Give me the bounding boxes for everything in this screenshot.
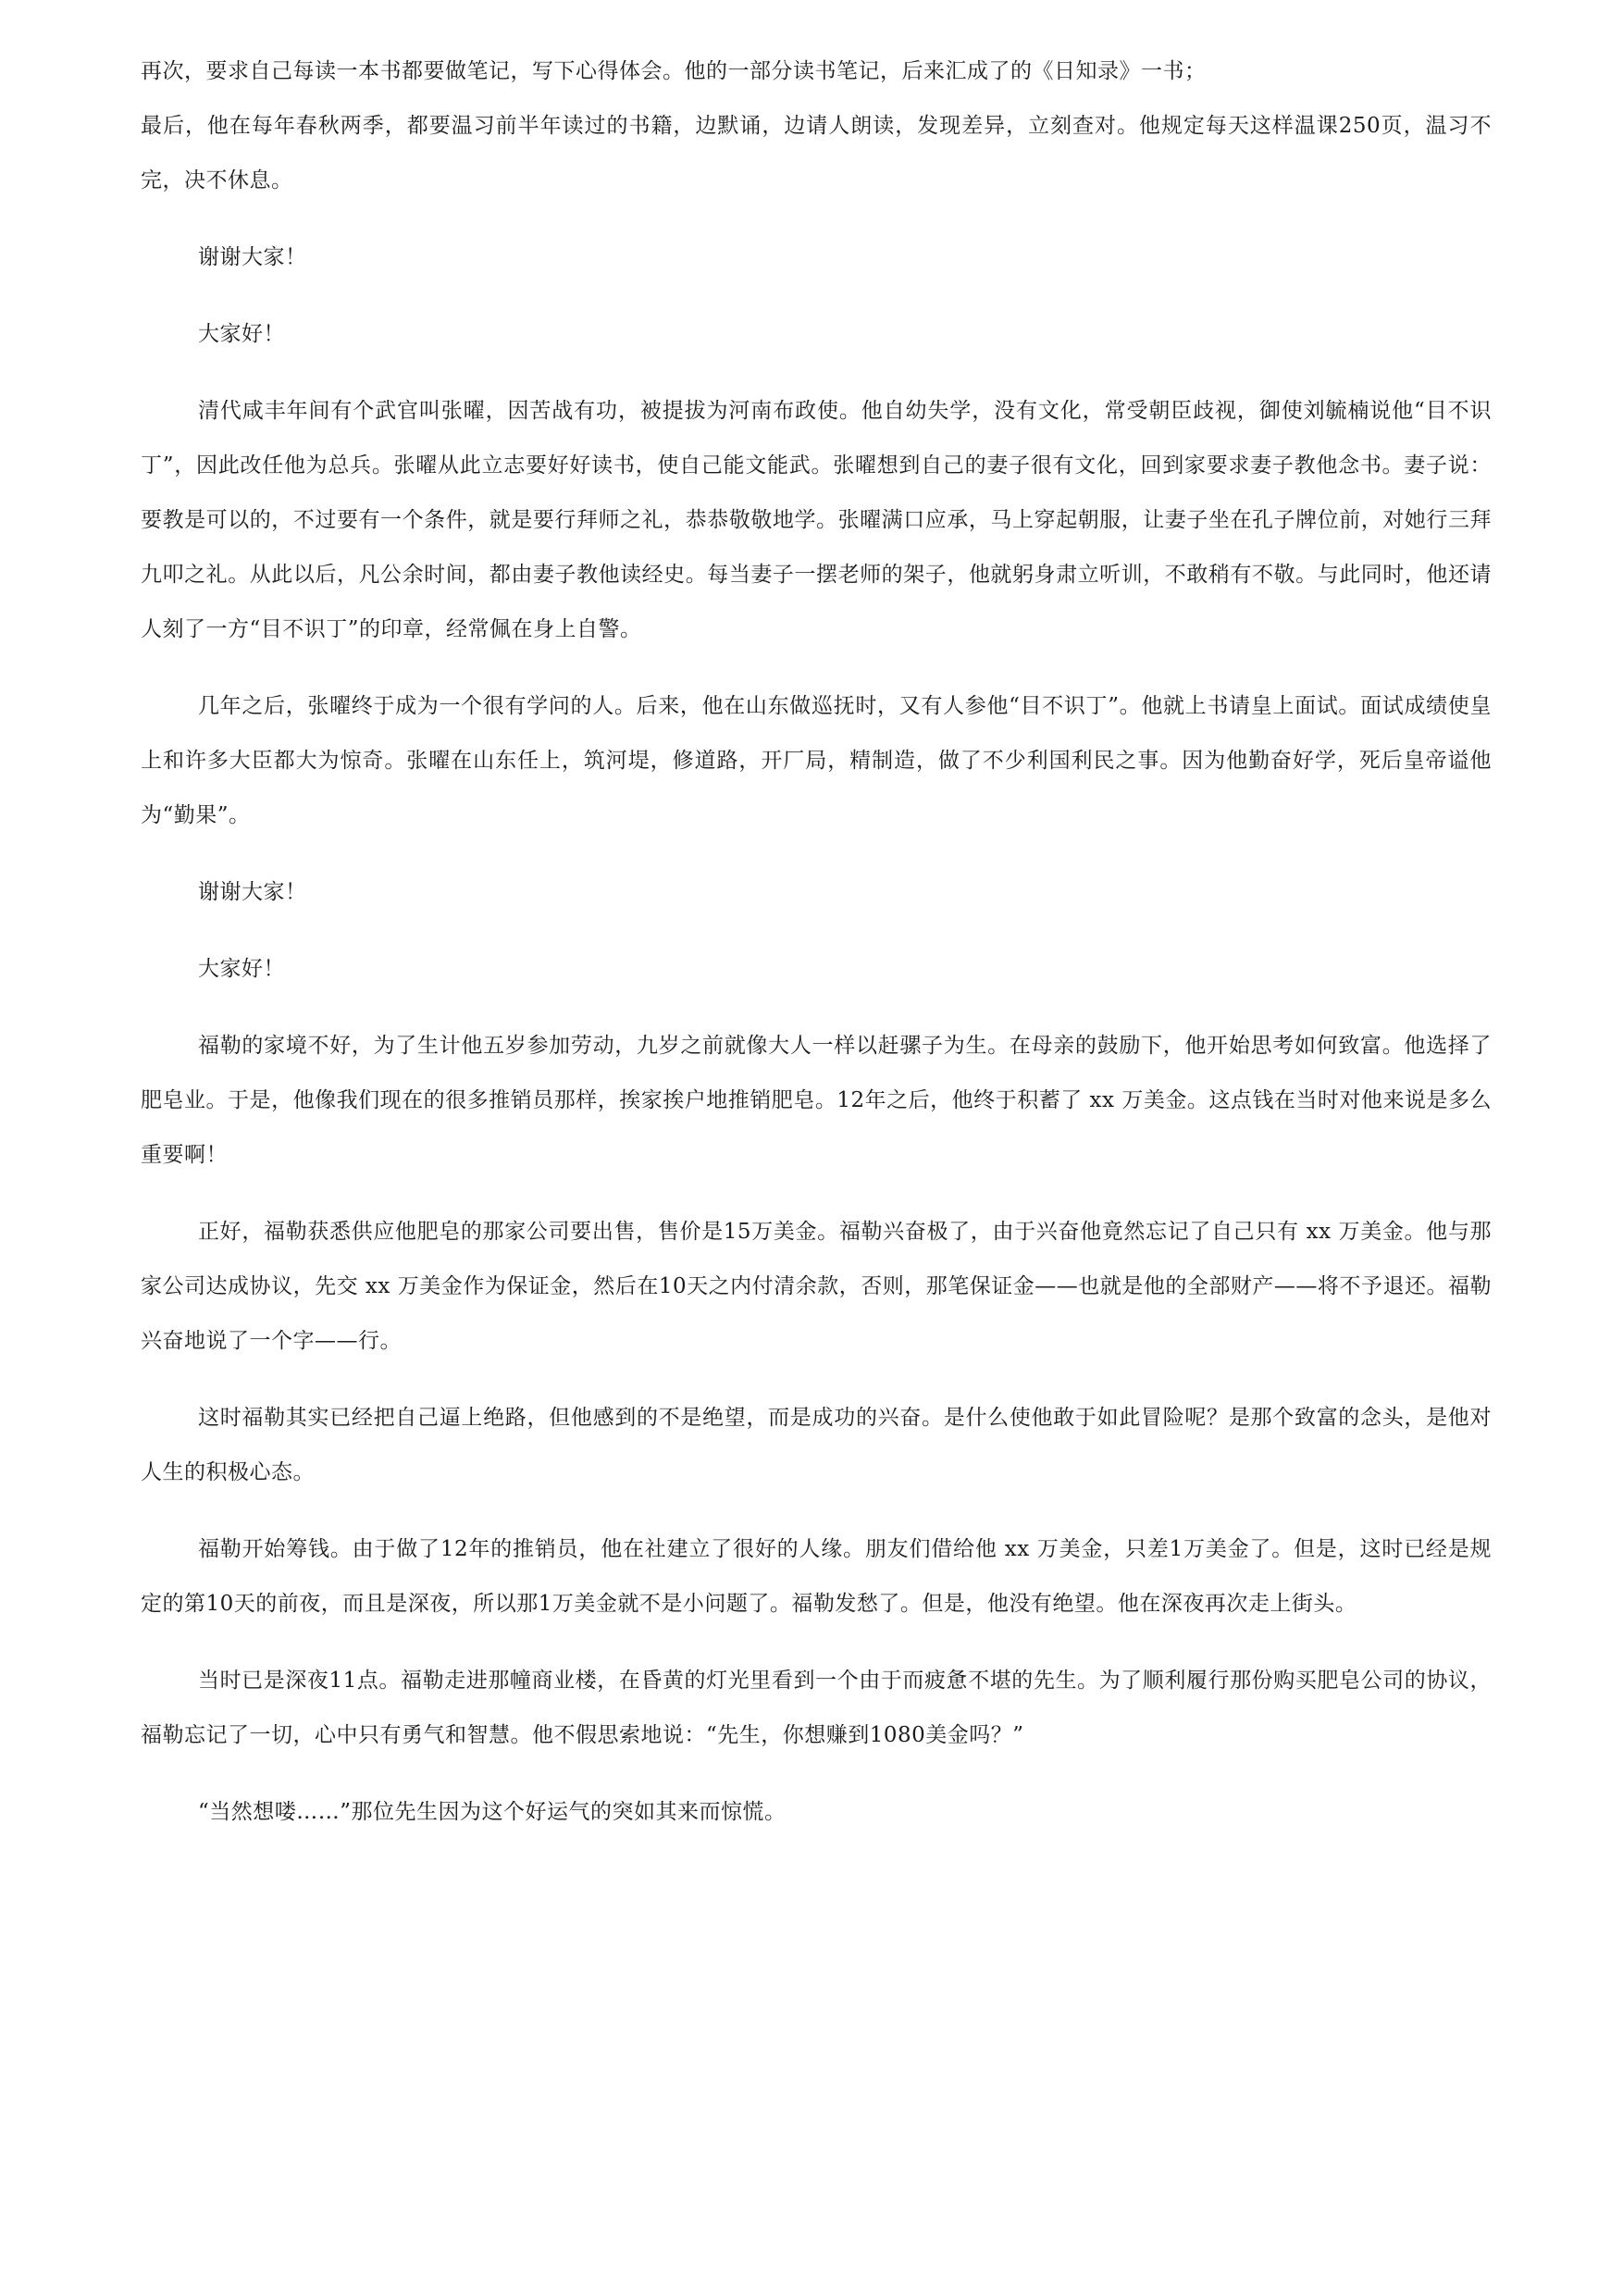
paragraph-review: 最后，他在每年春秋两季，都要温习前半年读过的书籍，边默诵，边请人朗读，发现差异，立刻查对。他规定每天这样温课250页，温习不完，决不休息。 (141, 114, 1492, 192)
paragraph-fuller-2: 正好，福勒获悉供应他肥皂的那家公司要出售，售价是15万美金。福勒兴奋极了，由于兴奋他竟然忘记了自己只有 xx 万美金。他与那家公司达成协议，先交 xx 万美金作为保证金，然后在10天之内付清余款，否则，那笔保证金——也就是他的全部财产——将不予退还。福勒兴奋地说了一个字——行。 (141, 1220, 1492, 1353)
paragraph-thanks-2: 谢谢大家！ (198, 880, 307, 904)
document-page (141, 44, 1492, 1840)
paragraph-zhangyao-2: 几年之后，张曜终于成为一个很有学问的人。后来，他在山东做巡抚时，又有人参他“目不识丁”。他就上书请皇上面试。面试成绩使皇上和许多大臣都大为惊奇。张曜在山东任上，筑河堤，修道路，开厂局，精制造，做了不少利国利民之事。因为他勤奋好学，死后皇帝谥他为“勤果”。 (141, 694, 1492, 827)
paragraph-note-taking: 再次，要求自己每读一本书都要做笔记，写下心得体会。他的一部分读书笔记，后来汇成了的《日知录》一书； (141, 59, 1207, 83)
paragraph-fuller-5: 当时已是深夜11点。福勒走进那幢商业楼，在昏黄的灯光里看到一个由于而疲惫不堪的先生。为了顺利履行那份购买肥皂公司的协议，福勒忘记了一切，心中只有勇气和智慧。他不假思索地说：“先生，你想赚到1080美金吗？” (141, 1669, 1492, 1747)
paragraph-fuller-3: 这时福勒其实已经把自己逼上绝路，但他感到的不是绝望，而是成功的兴奋。是什么使他敢于如此冒险呢？是那个致富的念头，是他对人生的积极心态。 (141, 1406, 1492, 1484)
paragraph-fuller-6: “当然想喽……”那位先生因为这个好运气的突如其来而惊慌。 (198, 1800, 787, 1824)
paragraph-fuller-4: 福勒开始筹钱。由于做了12年的推销员，他在社建立了很好的人缘。朋友们借给他 xx 万美金，只差1万美金了。但是，这时已经是规定的第10天的前夜，而且是深夜，所以那1万美金就不是小问题了。福勒发愁了。但是，他没有绝望。他在深夜再次走上街头。 (141, 1537, 1492, 1616)
paragraph-thanks-1: 谢谢大家！ (198, 245, 307, 269)
paragraph-greeting-1: 大家好！ (198, 322, 285, 346)
paragraph-zhangyao-1: 清代咸丰年间有个武官叫张曜，因苦战有功，被提拔为河南布政使。他自幼失学，没有文化，常受朝臣歧视，御使刘毓楠说他“目不识丁”，因此改任他为总兵。张曜从此立志要好好读书，使自己能文能武。张曜想到自己的妻子很有文化，回到家要求妻子教他念书。妻子说：要教是可以的，不过要有一个条件，就是要行拜师之礼，恭恭敬敬地学。张曜满口应承，马上穿起朝服，让妻子坐在孔子牌位前，对她行三拜九叩之礼。从此以后，凡公余时间，都由妻子教他读经史。每当妻子一摆老师的架子，他就躬身肃立听训，不敢稍有不敬。与此同时，他还请人刻了一方“目不识丁”的印章，经常佩在身上自警。 (141, 399, 1492, 641)
paragraph-greeting-2: 大家好！ (198, 957, 285, 981)
paragraph-fuller-1: 福勒的家境不好，为了生计他五岁参加劳动，九岁之前就像大人一样以赶骡子为生。在母亲的鼓励下，他开始思考如何致富。他选择了肥皂业。于是，他像我们现在的很多推销员那样，挨家挨户地推销肥皂。12年之后，他终于积蓄了 xx 万美金。这点钱在当时对他来说是多么重要啊！ (141, 1034, 1492, 1167)
